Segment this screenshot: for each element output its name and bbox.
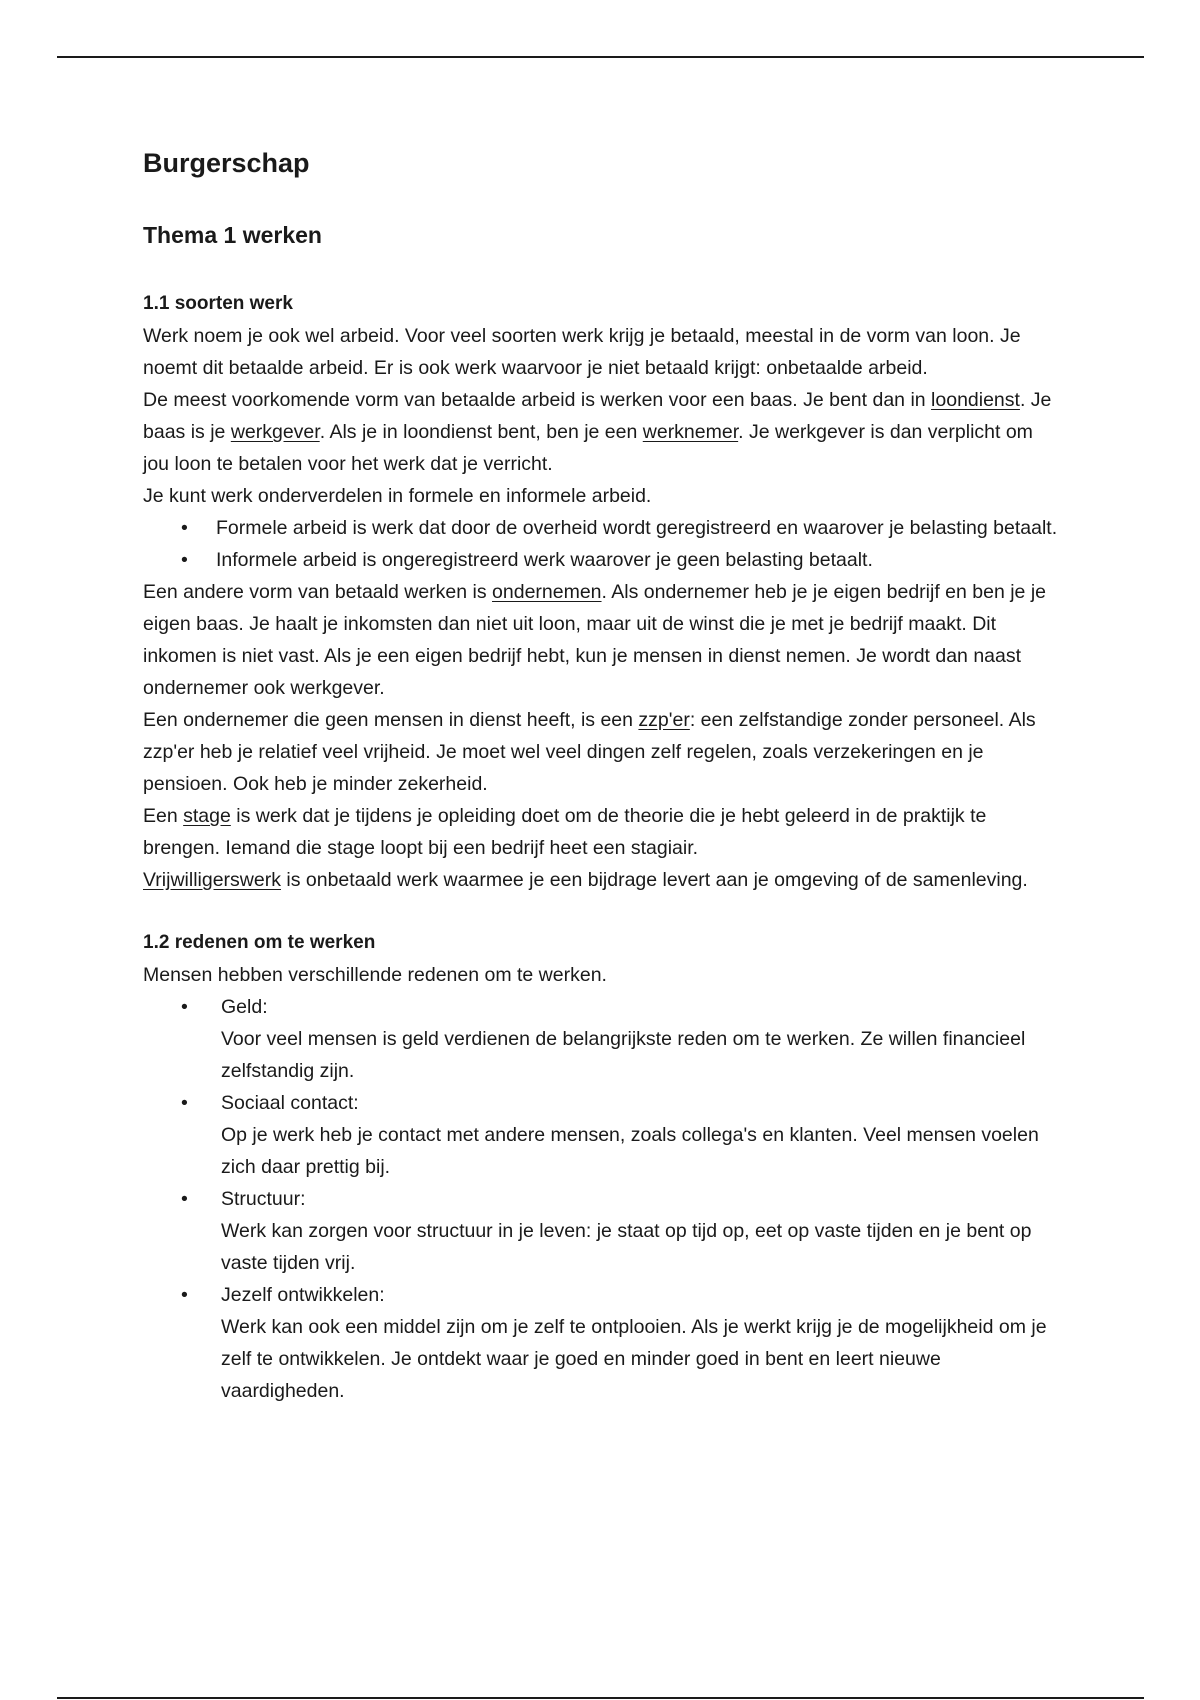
list-item — [143, 1087, 1063, 1183]
arbeid-bullet-list — [143, 512, 1063, 576]
reason-body: Werk kan zorgen voor structuur in je leven: je staat op tijd op, eet op vaste tijden en je bent op vaste tijden vrij. — [221, 1220, 1032, 1274]
section-2-intro: Mensen hebben verschillende redenen om te werken. — [143, 964, 607, 986]
theme-title: Thema 1 werken — [143, 222, 322, 248]
bullet-icon: • — [181, 517, 188, 539]
section-1-paragraph-4 — [143, 576, 1063, 704]
header-rule — [57, 56, 1144, 58]
bullet-icon: • — [181, 1284, 188, 1306]
text-run: . Als je in loondienst bent, ben je een — [319, 421, 643, 443]
section-1-paragraph-2 — [143, 384, 1063, 480]
term-werknemer: werknemer — [642, 421, 739, 443]
term-zzper: zzp'er — [638, 709, 690, 731]
section-1-heading: 1.1 soorten werk — [143, 293, 293, 314]
text-run: Een ondernemer die geen mensen in dienst heeft, is een — [143, 709, 639, 731]
reason-body: Voor veel mensen is geld verdienen de belangrijkste reden om te werken. Ze willen financieel zelfstandig zijn. — [221, 1028, 1026, 1082]
reasons-bullet-list — [143, 991, 1063, 1407]
text-run: is onbetaald werk waarmee je een bijdrage levert aan je omgeving of de samenleving. — [280, 869, 1028, 891]
section-2-heading: 1.2 redenen om te werken — [143, 932, 376, 953]
reason-title: Geld: — [221, 996, 268, 1018]
list-item — [143, 544, 1063, 576]
reason-body: Werk kan ook een middel zijn om je zelf te ontplooien. Als je werkt krijg je de mogelijkheid om je zelf te ontwikkelen. Je ontdekt waar je goed en minder goed in bent en leert nieuwe vaardigheden. — [221, 1316, 1047, 1402]
list-item — [143, 512, 1063, 544]
text-run: Een — [143, 805, 184, 827]
bullet-icon: • — [181, 1188, 188, 1210]
term-stage: stage — [183, 805, 231, 827]
list-item-text: Formele arbeid is werk dat door de overheid wordt geregistreerd en waarover je belasting betaalt. — [216, 517, 1058, 539]
footer-rule — [57, 1697, 1144, 1699]
bullet-icon: • — [181, 549, 188, 571]
term-loondienst: loondienst — [931, 389, 1020, 411]
list-item — [143, 991, 1063, 1087]
document-title: Burgerschap — [143, 148, 310, 178]
section-1-paragraph-6 — [143, 800, 1063, 864]
term-vrijwilligerswerk: Vrijwilligerswerk — [143, 869, 281, 891]
text-run: . Als ondernemer heb je je eigen bedrijf en ben je je eigen baas. Je haalt je inkomsten dan niet uit loon, maar uit de winst die je met je bedrijf maakt. Dit inkomen is niet vast. Als je een eigen bedrijf hebt, kun je mensen in dienst nemen. Je wordt dan naast ondernemer ook werkgever. — [143, 581, 1046, 699]
list-item — [143, 1183, 1063, 1279]
term-ondernemen: ondernemen — [492, 581, 602, 603]
text-run: Een andere vorm van betaald werken is — [143, 581, 493, 603]
text-run: is werk dat je tijdens je opleiding doet om de theorie die je hebt geleerd in de praktijk te brengen. Iemand die stage loopt bij een bedrijf heet een stagiair. — [143, 805, 987, 859]
text-run: . Je baas is je — [143, 389, 1052, 443]
reason-title: Structuur: — [221, 1188, 306, 1210]
list-item — [143, 1279, 1063, 1407]
section-1-paragraph-7 — [143, 864, 1063, 896]
reason-title: Jezelf ontwikkelen: — [221, 1284, 385, 1306]
text-run: De meest voorkomende vorm van betaalde arbeid is werken voor een baas. Je bent dan in — [143, 389, 932, 411]
bullet-icon: • — [181, 996, 188, 1018]
list-item-text: Informele arbeid is ongeregistreerd werk waarover je geen belasting betaalt. — [216, 549, 873, 571]
section-1-paragraph-3: Je kunt werk onderverdelen in formele en informele arbeid. — [143, 485, 652, 507]
reason-title: Sociaal contact: — [221, 1092, 359, 1114]
text-run: . Je werkgever is dan verplicht om jou loon te betalen voor het werk dat je verricht. — [143, 421, 1033, 475]
section-1-paragraph-5 — [143, 704, 1063, 800]
reason-body: Op je werk heb je contact met andere mensen, zoals collega's en klanten. Veel mensen voelen zich daar prettig bij. — [221, 1124, 1039, 1178]
bullet-icon: • — [181, 1092, 188, 1114]
section-1-paragraph-1: Werk noem je ook wel arbeid. Voor veel soorten werk krijg je betaald, meestal in de vorm van loon. Je noemt dit betaalde arbeid. Er is ook werk waarvoor je niet betaald krijgt: onbetaalde arbeid. — [143, 325, 1021, 379]
document-page — [143, 142, 1063, 1407]
term-werkgever: werkgever — [230, 421, 320, 443]
text-run: : een zelfstandige zonder personeel. Als zzp'er heb je relatief veel vrijheid. Je moet wel veel dingen zelf regelen, zoals verzekeringen en je pensioen. Ook heb je minder zekerheid. — [143, 709, 1036, 795]
